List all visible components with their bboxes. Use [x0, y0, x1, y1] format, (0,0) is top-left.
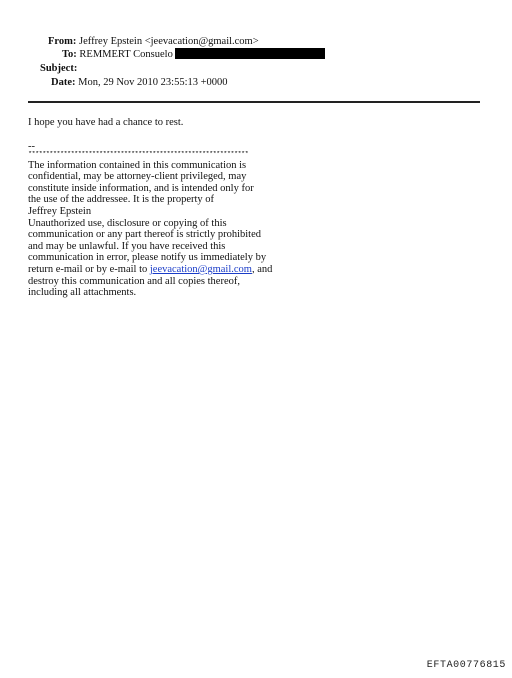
disclaimer-line: including all attachments. [28, 287, 137, 299]
date-label: Date: [51, 77, 76, 88]
email-link[interactable]: jeevacation@gmail.com [149, 263, 252, 275]
disclaimer-line: constitute inside information, and is intended only for [28, 182, 254, 194]
header-divider [28, 101, 480, 103]
subject-label: Subject: [40, 63, 78, 74]
link-prefix: return e-mail or by e-mail to [28, 263, 150, 275]
subject-row [40, 62, 77, 75]
disclaimer-line: confidential, may be attorney-client privileged, may [28, 171, 247, 183]
disclaimer-line: communication or any part thereof is strictly prohibited [28, 229, 261, 241]
disclaimer-line: and may be unlawful. If you have received this [28, 240, 226, 252]
signature-dash: -- [28, 140, 35, 152]
link-suffix: , and [251, 263, 273, 275]
disclaimer-line: the use of the addressee. It is the property of [28, 194, 215, 206]
from-value: Jeffrey Epstein <jeevacation@gmail.com> [79, 36, 259, 47]
message-text: I hope you have had a chance to rest. [28, 117, 184, 128]
redaction-block [175, 48, 325, 59]
to-value: REMMERT Consuelo [79, 49, 173, 60]
disclaimer-line: destroy this communication and all copies thereof, [28, 275, 240, 287]
email-body [28, 117, 328, 299]
disclaimer-line: communication in error, please notify us immediately by [28, 252, 267, 264]
stars-separator: ************************************************************** [28, 150, 249, 159]
disclaimer [28, 160, 328, 299]
disclaimer-link-line [28, 264, 328, 276]
document-id: EFTA00776815 [426, 660, 506, 671]
from-label: From: [48, 36, 77, 47]
date-row [51, 76, 228, 89]
from-row [48, 35, 259, 48]
disclaimer-line: Jeffrey Epstein [28, 205, 92, 217]
to-row [62, 48, 325, 61]
date-value: Mon, 29 Nov 2010 23:55:13 +0000 [78, 77, 228, 88]
disclaimer-line: Unauthorized use, disclosure or copying of this [28, 217, 227, 229]
to-label: To: [62, 49, 77, 60]
disclaimer-line: The information contained in this communication is [28, 159, 247, 171]
